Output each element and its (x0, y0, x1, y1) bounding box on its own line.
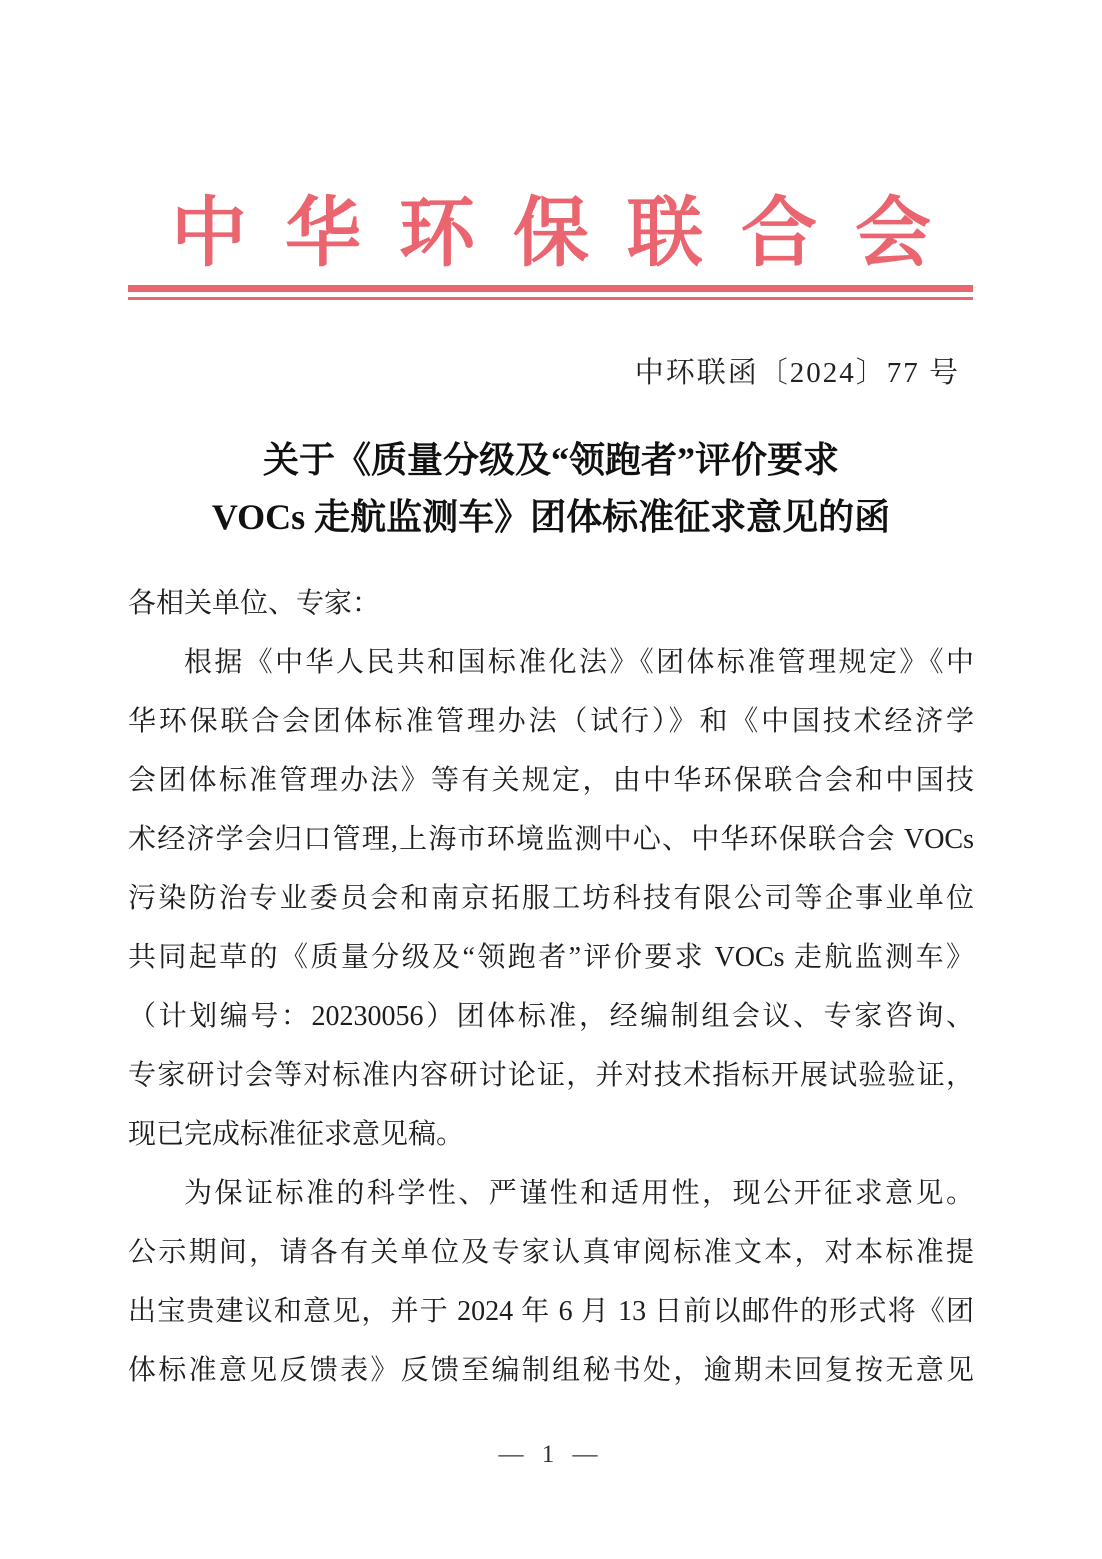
body-line: 华环保联合会团体标准管理办法（试行）》和《中国技术经济学 (128, 706, 974, 737)
paragraph-1 (128, 633, 974, 1164)
body-line: 专家研讨会等对标准内容研讨论证，并对技术指标开展试验验证， (128, 1060, 974, 1091)
page-number: — 1 — (498, 1441, 604, 1468)
body-paragraphs (128, 633, 974, 1400)
body-line: 污染防治专业委员会和南京拓服工坊科技有限公司等企事业单位 (128, 883, 974, 914)
paragraph-2 (128, 1164, 974, 1400)
document-body (128, 574, 974, 1400)
body-line: （计划编号：20230056）团体标准，经编制组会议、专家咨询、 (128, 1001, 974, 1032)
body-line: 会团体标准管理办法》等有关规定，由中华环保联合会和中国技 (128, 765, 974, 796)
body-line: 术经济学会归口管理,上海市环境监测中心、中华环保联合会 VOCs (128, 824, 974, 855)
body-line: 体标准意见反馈表》反馈至编制组秘书处，逾期未回复按无意见 (128, 1355, 974, 1386)
doc-number: 中环联函〔2024〕77 号 (634, 357, 960, 389)
body-line: 共同起草的《质量分级及“领跑者”评价要求 VOCs 走航监测车》 (128, 942, 974, 973)
org-name: 中华环保联合会 (171, 192, 969, 276)
header-rule-thick (128, 285, 973, 292)
document-title-line-1: 关于《质量分级及“领跑者”评价要求 (262, 440, 839, 480)
header-rule-thin (128, 297, 973, 300)
body-line: 为保证标准的科学性、严谨性和适用性，现公开征求意见。 (184, 1178, 974, 1209)
body-line: 出宝贵建议和意见，并于 2024 年 6 月 13 日前以邮件的形式将《团 (128, 1296, 974, 1327)
body-line: 现已完成标准征求意见稿。 (128, 1119, 465, 1150)
document-title (0, 432, 1102, 546)
body-line: 公示期间，请各有关单位及专家认真审阅标准文本，对本标准提 (128, 1237, 974, 1268)
salutation: 各相关单位、专家： (128, 588, 381, 619)
document-title-line-2: VOCs 走航监测车》团体标准征求意见的函 (211, 497, 891, 537)
body-line: 根据《中华人民共和国标准化法》《团体标准管理规定》《中 (184, 647, 974, 678)
